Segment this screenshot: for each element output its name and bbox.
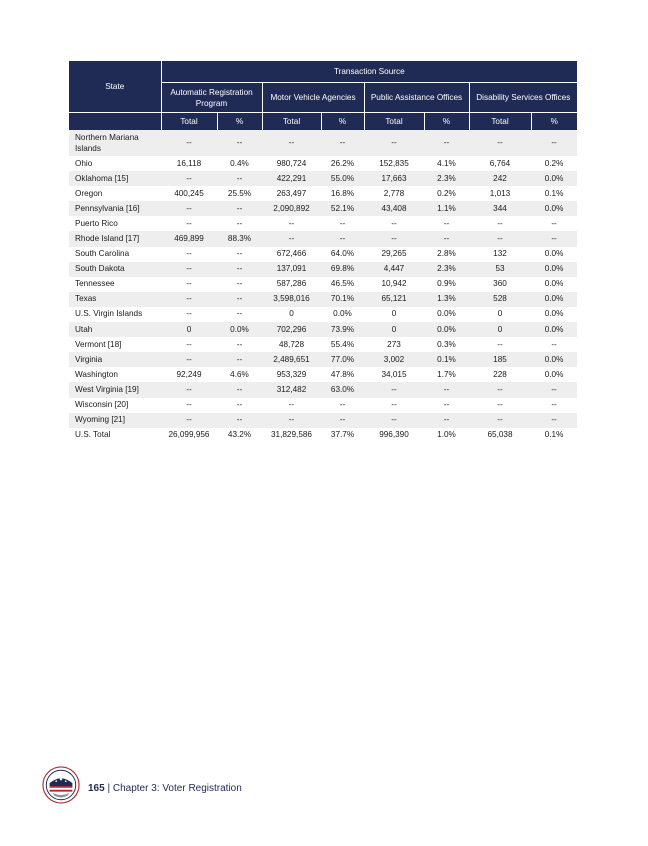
auto-pct-cell: 0.4% bbox=[217, 156, 262, 171]
disability-total-cell: 0 bbox=[469, 322, 531, 337]
disability-pct-cell: -- bbox=[531, 382, 577, 397]
public-pct-cell: 0.0% bbox=[424, 322, 469, 337]
disability-pct-cell: 0.0% bbox=[531, 367, 577, 382]
auto-total-cell: -- bbox=[161, 398, 217, 413]
motor-total-cell: 980,724 bbox=[262, 156, 321, 171]
state-header: State bbox=[69, 61, 161, 113]
source-header-automatic: Automatic Registration Program bbox=[161, 83, 262, 113]
disability-total-cell: 528 bbox=[469, 292, 531, 307]
table-row bbox=[69, 247, 577, 262]
auto-total-cell: -- bbox=[161, 171, 217, 186]
public-pct-cell: -- bbox=[424, 231, 469, 246]
table-row bbox=[69, 413, 577, 428]
source-header-motor-vehicle: Motor Vehicle Agencies bbox=[262, 83, 364, 113]
state-cell: Tennessee bbox=[69, 277, 161, 292]
public-total-cell: 34,015 bbox=[364, 367, 424, 382]
public-pct-cell: 0.1% bbox=[424, 352, 469, 367]
auto-pct-cell: -- bbox=[217, 337, 262, 352]
auto-pct-cell: 43.2% bbox=[217, 428, 262, 443]
public-pct-cell: -- bbox=[424, 398, 469, 413]
table-row bbox=[69, 277, 577, 292]
total-subheader: Total bbox=[161, 113, 217, 131]
auto-total-cell: -- bbox=[161, 201, 217, 216]
disability-pct-cell: -- bbox=[531, 413, 577, 428]
state-cell: Northern Mariana Islands bbox=[69, 130, 161, 156]
disability-pct-cell: -- bbox=[531, 337, 577, 352]
table-row bbox=[69, 382, 577, 397]
disability-pct-cell: -- bbox=[531, 398, 577, 413]
total-subheader: Total bbox=[364, 113, 424, 131]
motor-total-cell: 672,466 bbox=[262, 247, 321, 262]
motor-pct-cell: -- bbox=[321, 231, 364, 246]
public-total-cell: 996,390 bbox=[364, 428, 424, 443]
motor-total-cell: -- bbox=[262, 231, 321, 246]
disability-pct-cell: 0.2% bbox=[531, 156, 577, 171]
page-number: 165 bbox=[88, 783, 105, 794]
motor-total-cell: 3,598,016 bbox=[262, 292, 321, 307]
auto-total-cell: -- bbox=[161, 262, 217, 277]
state-cell: U.S. Total bbox=[69, 428, 161, 443]
disability-total-cell: 132 bbox=[469, 247, 531, 262]
motor-total-cell: 587,286 bbox=[262, 277, 321, 292]
public-pct-cell: 1.0% bbox=[424, 428, 469, 443]
public-pct-cell: -- bbox=[424, 413, 469, 428]
table-row bbox=[69, 201, 577, 216]
public-total-cell: 0 bbox=[364, 307, 424, 322]
motor-total-cell: -- bbox=[262, 216, 321, 231]
public-pct-cell: 1.1% bbox=[424, 201, 469, 216]
chapter-title: Chapter 3: Voter Registration bbox=[112, 783, 242, 794]
disability-pct-cell: 0.0% bbox=[531, 322, 577, 337]
public-total-cell: 152,835 bbox=[364, 156, 424, 171]
state-cell: Vermont [18] bbox=[69, 337, 161, 352]
public-pct-cell: 0.9% bbox=[424, 277, 469, 292]
auto-total-cell: 469,899 bbox=[161, 231, 217, 246]
auto-total-cell: -- bbox=[161, 247, 217, 262]
disability-pct-cell: 0.0% bbox=[531, 247, 577, 262]
transaction-source-header: Transaction Source bbox=[161, 61, 577, 83]
auto-pct-cell: -- bbox=[217, 292, 262, 307]
public-total-cell: 65,121 bbox=[364, 292, 424, 307]
disability-pct-cell: 0.1% bbox=[531, 428, 577, 443]
table-row bbox=[69, 186, 577, 201]
auto-total-cell: -- bbox=[161, 130, 217, 156]
auto-total-cell: -- bbox=[161, 352, 217, 367]
disability-total-cell: 242 bbox=[469, 171, 531, 186]
public-total-cell: 10,942 bbox=[364, 277, 424, 292]
motor-total-cell: 31,829,586 bbox=[262, 428, 321, 443]
auto-pct-cell: -- bbox=[217, 201, 262, 216]
motor-pct-cell: 64.0% bbox=[321, 247, 364, 262]
disability-pct-cell: -- bbox=[531, 216, 577, 231]
public-pct-cell: 1.3% bbox=[424, 292, 469, 307]
table-row bbox=[69, 352, 577, 367]
auto-pct-cell: -- bbox=[217, 171, 262, 186]
motor-pct-cell: 26.2% bbox=[321, 156, 364, 171]
total-subheader: Total bbox=[469, 113, 531, 131]
state-cell: Pennsylvania [16] bbox=[69, 201, 161, 216]
auto-total-cell: -- bbox=[161, 307, 217, 322]
auto-pct-cell: 4.6% bbox=[217, 367, 262, 382]
state-cell: West Virginia [19] bbox=[69, 382, 161, 397]
public-total-cell: -- bbox=[364, 382, 424, 397]
motor-total-cell: 48,728 bbox=[262, 337, 321, 352]
pct-subheader: % bbox=[424, 113, 469, 131]
public-pct-cell: 0.2% bbox=[424, 186, 469, 201]
disability-pct-cell: 0.0% bbox=[531, 292, 577, 307]
motor-pct-cell: 55.0% bbox=[321, 171, 364, 186]
public-pct-cell: 2.3% bbox=[424, 171, 469, 186]
disability-total-cell: 344 bbox=[469, 201, 531, 216]
motor-pct-cell: 77.0% bbox=[321, 352, 364, 367]
public-pct-cell: 2.8% bbox=[424, 247, 469, 262]
motor-total-cell: 953,329 bbox=[262, 367, 321, 382]
public-pct-cell: 0.3% bbox=[424, 337, 469, 352]
motor-pct-cell: 16.8% bbox=[321, 186, 364, 201]
disability-total-cell: 0 bbox=[469, 307, 531, 322]
state-cell: Wyoming [21] bbox=[69, 413, 161, 428]
table-row bbox=[69, 307, 577, 322]
auto-pct-cell: -- bbox=[217, 352, 262, 367]
source-header-disability: Disability Services Offices bbox=[469, 83, 577, 113]
public-total-cell: 2,778 bbox=[364, 186, 424, 201]
motor-pct-cell: 73.9% bbox=[321, 322, 364, 337]
state-cell: Rhode Island [17] bbox=[69, 231, 161, 246]
public-pct-cell: 4.1% bbox=[424, 156, 469, 171]
public-total-cell: -- bbox=[364, 130, 424, 156]
table-row bbox=[69, 262, 577, 277]
disability-total-cell: -- bbox=[469, 398, 531, 413]
public-total-cell: -- bbox=[364, 216, 424, 231]
table-row bbox=[69, 156, 577, 171]
auto-total-cell: -- bbox=[161, 292, 217, 307]
public-total-cell: -- bbox=[364, 413, 424, 428]
public-total-cell: -- bbox=[364, 398, 424, 413]
motor-total-cell: 137,091 bbox=[262, 262, 321, 277]
auto-pct-cell: -- bbox=[217, 398, 262, 413]
public-total-cell: 43,408 bbox=[364, 201, 424, 216]
state-cell: Oregon bbox=[69, 186, 161, 201]
pct-subheader: % bbox=[217, 113, 262, 131]
state-subheader-blank bbox=[69, 113, 161, 131]
table-body bbox=[69, 130, 577, 443]
auto-pct-cell: 25.5% bbox=[217, 186, 262, 201]
disability-total-cell: 65,038 bbox=[469, 428, 531, 443]
state-cell: Utah bbox=[69, 322, 161, 337]
disability-total-cell: -- bbox=[469, 413, 531, 428]
pct-subheader: % bbox=[321, 113, 364, 131]
footer-separator: | bbox=[104, 783, 113, 794]
motor-pct-cell: -- bbox=[321, 413, 364, 428]
total-subheader: Total bbox=[262, 113, 321, 131]
auto-pct-cell: -- bbox=[217, 262, 262, 277]
auto-total-cell: -- bbox=[161, 337, 217, 352]
motor-total-cell: 702,296 bbox=[262, 322, 321, 337]
disability-pct-cell: 0.0% bbox=[531, 262, 577, 277]
table-row bbox=[69, 231, 577, 246]
disability-total-cell: -- bbox=[469, 382, 531, 397]
motor-total-cell: 312,482 bbox=[262, 382, 321, 397]
public-pct-cell: -- bbox=[424, 216, 469, 231]
auto-pct-cell: 0.0% bbox=[217, 322, 262, 337]
auto-pct-cell: -- bbox=[217, 130, 262, 156]
auto-total-cell: 26,099,956 bbox=[161, 428, 217, 443]
disability-total-cell: -- bbox=[469, 337, 531, 352]
auto-total-cell: -- bbox=[161, 413, 217, 428]
disability-total-cell: 6,764 bbox=[469, 156, 531, 171]
public-pct-cell: 0.0% bbox=[424, 307, 469, 322]
motor-total-cell: 0 bbox=[262, 307, 321, 322]
motor-pct-cell: 63.0% bbox=[321, 382, 364, 397]
table-row bbox=[69, 337, 577, 352]
auto-pct-cell: -- bbox=[217, 413, 262, 428]
motor-pct-cell: 55.4% bbox=[321, 337, 364, 352]
motor-total-cell: 422,291 bbox=[262, 171, 321, 186]
state-cell: Oklahoma [15] bbox=[69, 171, 161, 186]
auto-total-cell: -- bbox=[161, 382, 217, 397]
state-cell: South Dakota bbox=[69, 262, 161, 277]
auto-pct-cell: -- bbox=[217, 307, 262, 322]
disability-pct-cell: -- bbox=[531, 231, 577, 246]
auto-total-cell: -- bbox=[161, 277, 217, 292]
auto-pct-cell: 88.3% bbox=[217, 231, 262, 246]
motor-total-cell: 2,090,892 bbox=[262, 201, 321, 216]
table-header bbox=[69, 61, 577, 130]
disability-total-cell: 53 bbox=[469, 262, 531, 277]
public-pct-cell: 2.3% bbox=[424, 262, 469, 277]
auto-pct-cell: -- bbox=[217, 382, 262, 397]
table-row bbox=[69, 322, 577, 337]
motor-total-cell: -- bbox=[262, 413, 321, 428]
pct-subheader: % bbox=[531, 113, 577, 131]
motor-total-cell: 2,489,651 bbox=[262, 352, 321, 367]
voter-registration-table bbox=[69, 61, 577, 443]
state-cell: Ohio bbox=[69, 156, 161, 171]
motor-pct-cell: 47.8% bbox=[321, 367, 364, 382]
source-header-public-assistance: Public Assistance Offices bbox=[364, 83, 469, 113]
state-cell: Virginia bbox=[69, 352, 161, 367]
public-total-cell: 4,447 bbox=[364, 262, 424, 277]
motor-pct-cell: -- bbox=[321, 398, 364, 413]
public-total-cell: 29,265 bbox=[364, 247, 424, 262]
auto-total-cell: 16,118 bbox=[161, 156, 217, 171]
public-total-cell: 273 bbox=[364, 337, 424, 352]
disability-pct-cell: 0.0% bbox=[531, 201, 577, 216]
state-cell: Puerto Rico bbox=[69, 216, 161, 231]
auto-pct-cell: -- bbox=[217, 216, 262, 231]
auto-pct-cell: -- bbox=[217, 277, 262, 292]
footer-text bbox=[88, 783, 242, 794]
motor-total-cell: -- bbox=[262, 398, 321, 413]
disability-pct-cell: 0.0% bbox=[531, 171, 577, 186]
state-cell: South Carolina bbox=[69, 247, 161, 262]
disability-total-cell: 228 bbox=[469, 367, 531, 382]
auto-total-cell: 92,249 bbox=[161, 367, 217, 382]
motor-pct-cell: 37.7% bbox=[321, 428, 364, 443]
disability-total-cell: -- bbox=[469, 231, 531, 246]
motor-pct-cell: 69.8% bbox=[321, 262, 364, 277]
motor-pct-cell: 46.5% bbox=[321, 277, 364, 292]
disability-total-cell: -- bbox=[469, 216, 531, 231]
disability-total-cell: 185 bbox=[469, 352, 531, 367]
public-pct-cell: 1.7% bbox=[424, 367, 469, 382]
table-row bbox=[69, 367, 577, 382]
disability-pct-cell: -- bbox=[531, 130, 577, 156]
disability-pct-cell: 0.0% bbox=[531, 277, 577, 292]
table-row bbox=[69, 130, 577, 156]
disability-total-cell: -- bbox=[469, 130, 531, 156]
public-total-cell: -- bbox=[364, 231, 424, 246]
motor-total-cell: 263,497 bbox=[262, 186, 321, 201]
table-row bbox=[69, 292, 577, 307]
state-cell: U.S. Virgin Islands bbox=[69, 307, 161, 322]
public-total-cell: 3,002 bbox=[364, 352, 424, 367]
public-total-cell: 17,663 bbox=[364, 171, 424, 186]
disability-pct-cell: 0.0% bbox=[531, 352, 577, 367]
table-row bbox=[69, 428, 577, 443]
motor-pct-cell: 0.0% bbox=[321, 307, 364, 322]
state-cell: Washington bbox=[69, 367, 161, 382]
motor-pct-cell: -- bbox=[321, 216, 364, 231]
table-row bbox=[69, 171, 577, 186]
table-row bbox=[69, 398, 577, 413]
auto-pct-cell: -- bbox=[217, 247, 262, 262]
state-cell: Texas bbox=[69, 292, 161, 307]
motor-pct-cell: 52.1% bbox=[321, 201, 364, 216]
motor-pct-cell: -- bbox=[321, 130, 364, 156]
table-row bbox=[69, 216, 577, 231]
disability-pct-cell: 0.0% bbox=[531, 307, 577, 322]
public-total-cell: 0 bbox=[364, 322, 424, 337]
disability-total-cell: 360 bbox=[469, 277, 531, 292]
auto-total-cell: 400,245 bbox=[161, 186, 217, 201]
public-pct-cell: -- bbox=[424, 382, 469, 397]
motor-total-cell: -- bbox=[262, 130, 321, 156]
auto-total-cell: -- bbox=[161, 216, 217, 231]
eac-seal-icon bbox=[42, 766, 80, 804]
disability-pct-cell: 0.1% bbox=[531, 186, 577, 201]
disability-total-cell: 1,013 bbox=[469, 186, 531, 201]
auto-total-cell: 0 bbox=[161, 322, 217, 337]
state-cell: Wisconsin [20] bbox=[69, 398, 161, 413]
motor-pct-cell: 70.1% bbox=[321, 292, 364, 307]
public-pct-cell: -- bbox=[424, 130, 469, 156]
